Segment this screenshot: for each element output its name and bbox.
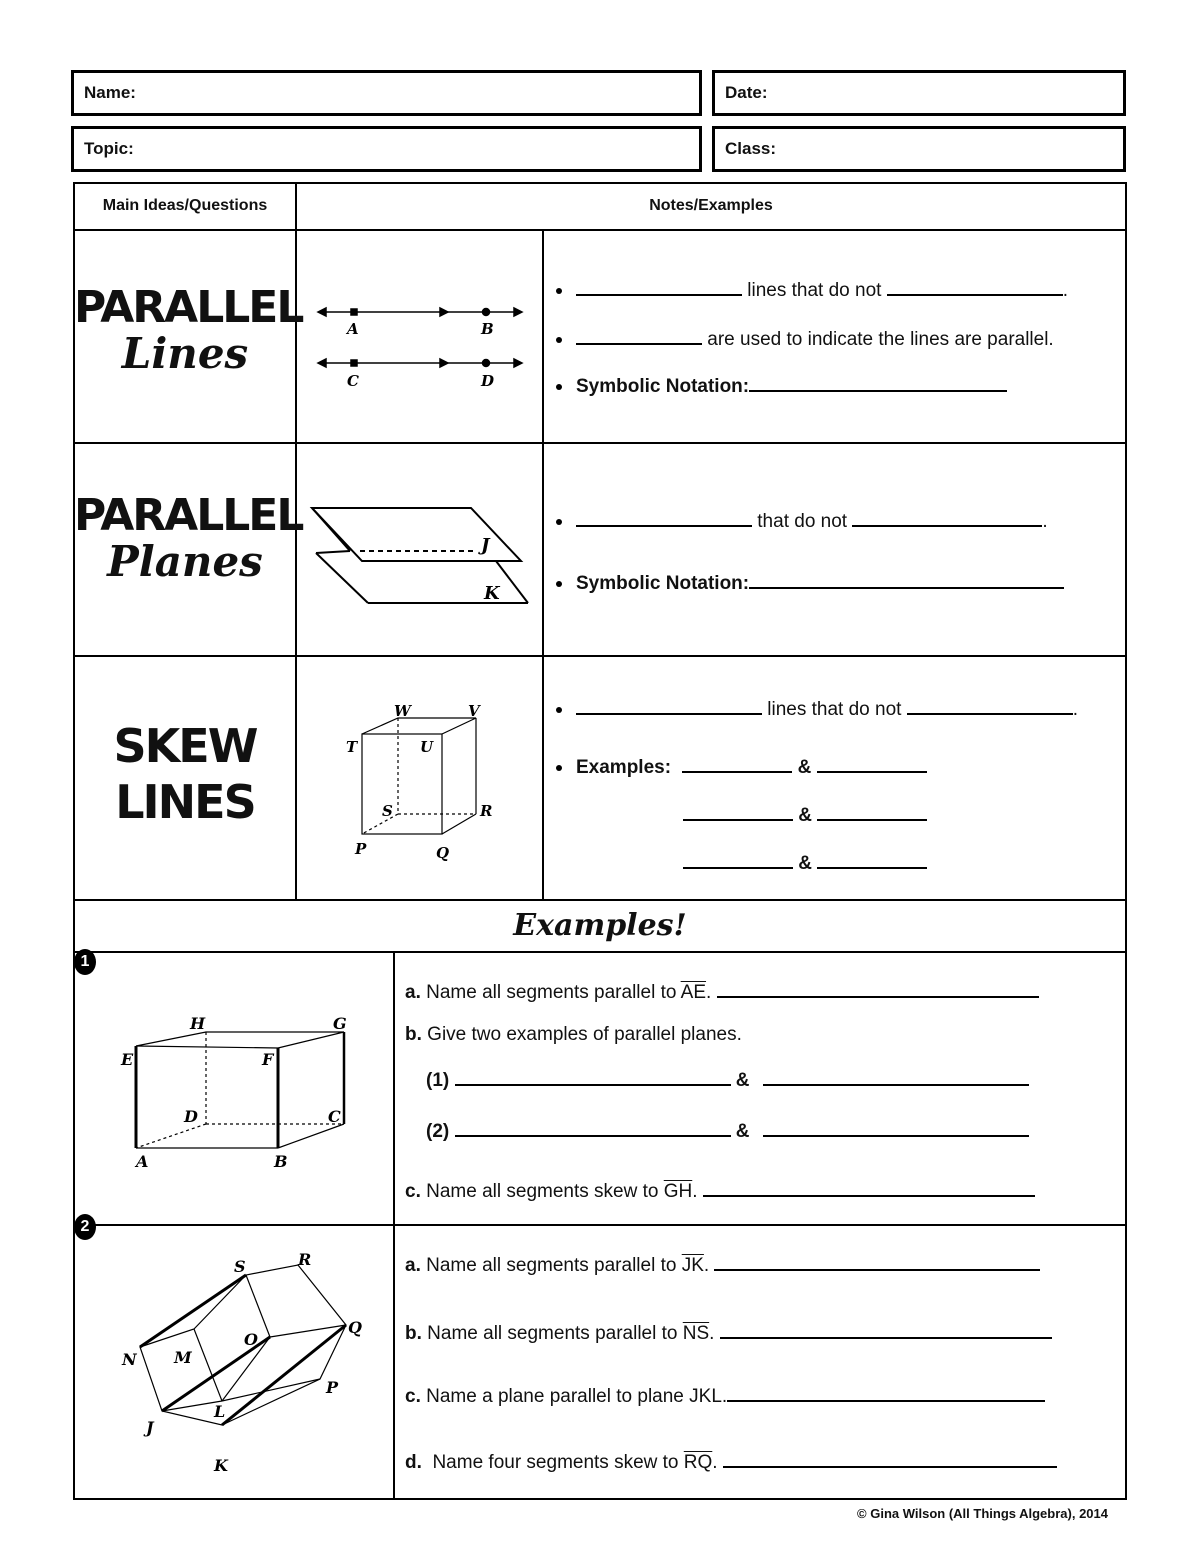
vertex-s2: S [234,1257,246,1276]
vertex-q2: Q [348,1318,362,1337]
pp-bullet-1: that do not . [556,511,1048,533]
sk-bullet-1: lines that do not . [556,699,1078,721]
ex2-question-b: b. Name all segments parallel to $\overline{NS}$. [405,1323,1052,1345]
parallel-planes-title-2: Planes [107,537,263,586]
ex1-question-c: c. Name all segments skew to $\overline{GH}$. [405,1181,1035,1203]
vertex-r: R [480,802,493,820]
blank[interactable] [817,818,927,821]
vertex-h: H [190,1014,206,1033]
vertex-s: S [382,802,393,820]
prism-2-diagram [74,1225,394,1499]
col1-header: Main Ideas/Questions [102,197,268,214]
vertex-u: U [420,738,434,756]
sk-example-3: & [683,853,927,875]
parallel-planes-title [74,490,303,586]
answer-blank[interactable] [703,1194,1035,1197]
blank[interactable] [852,524,1042,527]
vertex-e: E [121,1050,134,1069]
vertex-p2: P [326,1378,339,1397]
vertex-v: V [468,702,480,720]
vertex-c: C [328,1107,341,1126]
blank[interactable] [576,524,752,527]
pl-bullet-1: lines that do not . [556,280,1068,302]
prism-1-diagram [74,952,394,1225]
plane-k: K [484,583,500,604]
topic-label: Topic: [84,139,134,158]
vertex-t: T [346,738,358,756]
vertex-l2: L [214,1402,226,1421]
point-a: A [347,320,359,338]
vertex-o2: O [244,1330,258,1349]
answer-blank[interactable] [455,1083,731,1086]
ex1-plane-pair-2: (2) & [426,1121,1029,1143]
vertex-q: Q [436,844,450,862]
vertex-f: F [262,1050,274,1069]
parallel-lines-diagram [296,230,543,443]
copyright-footer: © Gina Wilson (All Things Algebra), 2014 [857,1506,1108,1521]
blank[interactable] [749,586,1064,589]
vertex-g: G [333,1014,347,1033]
answer-blank[interactable] [717,995,1039,998]
skew-lines-title-2: LINES [115,775,255,829]
blank[interactable] [683,818,793,821]
pp-bullet-2: Symbolic Notation: [556,573,1064,595]
blank[interactable] [682,770,792,773]
vertex-p: P [355,840,367,858]
point-b: B [481,320,494,338]
vertex-b: B [274,1152,288,1171]
vertex-k2: K [214,1456,228,1475]
blank[interactable] [817,866,927,869]
blank[interactable] [683,866,793,869]
answer-blank[interactable] [727,1399,1045,1402]
parallel-lines-title-1: PARALLEL [74,282,303,333]
point-c: C [347,372,359,390]
vertex-r2: R [298,1250,312,1269]
blank[interactable] [576,712,762,715]
answer-blank[interactable] [763,1083,1029,1086]
vertex-w: W [394,702,411,720]
blank[interactable] [907,712,1073,715]
vertex-a: A [136,1152,149,1171]
parallel-lines-title [74,282,303,378]
blank[interactable] [576,293,742,296]
name-label: Name: [84,83,136,102]
parallel-lines-title-2: Lines [121,329,249,378]
pl-bullet-2: are used to indicate the lines are parallel. [556,329,1054,351]
sk-bullet-2: Examples: & [556,757,927,779]
example-2-number: 2 [74,1214,96,1240]
answer-blank[interactable] [714,1268,1040,1271]
answer-blank[interactable] [723,1465,1057,1468]
blank[interactable] [749,389,1007,392]
ex1-question-a: a. Name all segments parallel to $\overline{AE}$. [405,982,1039,1004]
example-1-number: 1 [74,949,96,975]
answer-blank[interactable] [720,1336,1052,1339]
date-label: Date: [725,83,768,102]
skew-lines-title-1: SKEW [113,719,257,773]
ex2-question-d: d. Name four segments skew to $\overline{RQ}$. [405,1452,1057,1474]
skew-cube-diagram [296,656,543,900]
vertex-n2: N [122,1350,137,1369]
ex2-question-a: a. Name all segments parallel to $\overline{JK}$. [405,1255,1040,1277]
answer-blank[interactable] [763,1134,1029,1137]
parallel-planes-title-1: PARALLEL [74,490,303,541]
skew-lines-title [74,718,296,830]
blank[interactable] [817,770,927,773]
parallel-planes-diagram [296,443,543,656]
point-d: D [481,372,495,390]
ex1-question-b: b. Give two examples of parallel planes. [405,1024,742,1045]
blank[interactable] [576,342,702,345]
plane-j: J [481,535,490,556]
col2-header: Notes/Examples [649,197,773,214]
vertex-j2: J [146,1418,154,1437]
ex2-question-c: c. Name a plane parallel to plane JKL. [405,1386,1045,1408]
ex1-plane-pair-1: (1) & [426,1070,1029,1092]
examples-title: Examples! [513,908,687,943]
vertex-d: D [184,1107,198,1126]
sk-example-2: & [683,805,927,827]
answer-blank[interactable] [455,1134,731,1137]
blank[interactable] [887,293,1063,296]
class-label: Class: [725,139,777,158]
pl-bullet-3: Symbolic Notation: [556,376,1007,398]
vertex-m2: M [174,1348,192,1367]
